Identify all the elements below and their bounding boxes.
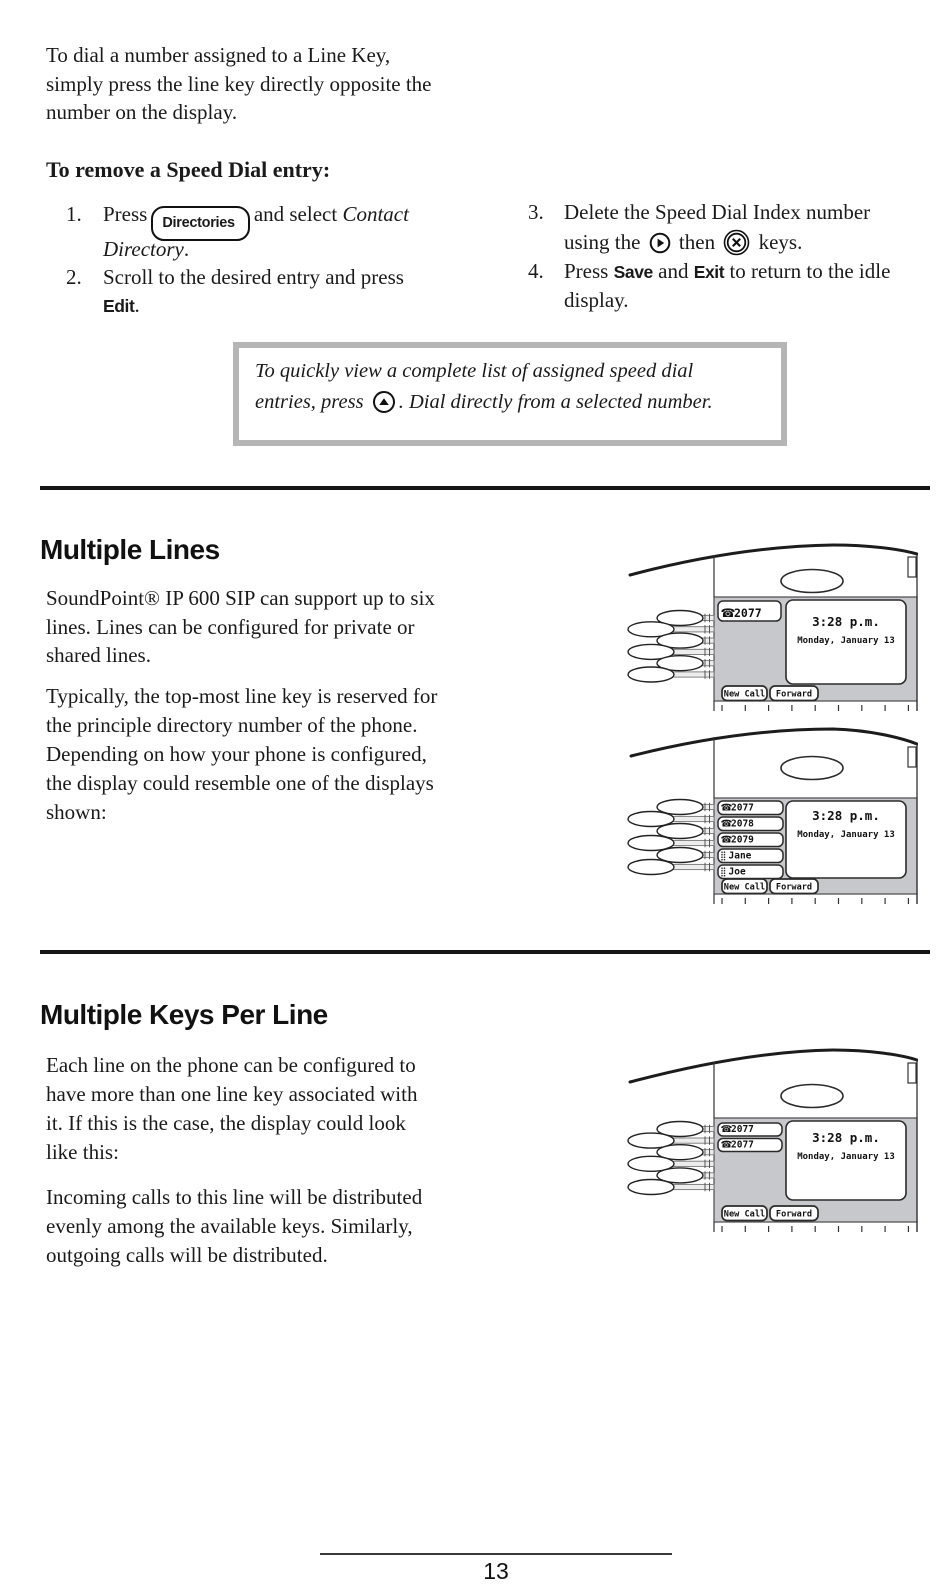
exit-softkey-label: Exit <box>693 262 725 282</box>
note-text: entries, press <box>255 391 364 413</box>
phone-svg <box>618 1040 918 1236</box>
para-line: Incoming calls to this line will be distributed <box>46 1185 423 1209</box>
speaker-oval <box>781 570 843 593</box>
phone-line-icon: ☎ <box>720 606 736 620</box>
intro-line: To dial a number assigned to a Line Key, <box>46 43 391 67</box>
softkey-label: Forward <box>775 882 813 893</box>
buddy-line-icon <box>724 875 726 877</box>
line-key-label: 2077 <box>731 802 754 814</box>
edit-softkey-label: Edit <box>103 296 135 316</box>
para-line: Typically, the top-most line key is reserved for <box>46 684 438 708</box>
line-key-button <box>628 667 674 682</box>
step-text: Delete the Speed Dial Index number <box>564 200 871 224</box>
buddy-line-icon <box>724 867 726 869</box>
display-time: 3:28 p.m. <box>812 614 880 629</box>
buddy-line-icon <box>721 870 723 872</box>
softkey-label: New Call <box>723 882 766 893</box>
up-arrow-key-icon <box>372 390 396 414</box>
phone-side-notch <box>908 557 916 577</box>
step-3-line-1 <box>528 198 870 226</box>
delete-key-icon <box>723 229 750 256</box>
step-2-line-2 <box>103 291 140 320</box>
softkey-label: Forward <box>775 1209 813 1220</box>
step-text-italic: Contact <box>342 202 409 226</box>
phone-side-notch <box>908 1063 916 1083</box>
line-key-label: 2077 <box>731 1139 754 1151</box>
buddy-line-icon <box>724 872 726 874</box>
buddy-line-icon <box>724 870 726 872</box>
phone-side-notch <box>908 747 916 767</box>
para-line: evenly among the available keys. Similarly, <box>46 1214 413 1238</box>
step-number: 3. <box>528 200 544 224</box>
buddy-line-icon <box>721 859 723 861</box>
multiple-lines-heading: Multiple Lines <box>40 534 220 565</box>
buddy-line-icon <box>721 854 723 856</box>
buddy-line-icon <box>724 856 726 858</box>
right-arrow-key-icon <box>649 232 671 254</box>
speaker-oval <box>781 1085 843 1108</box>
line-key-label: Jane <box>728 850 752 862</box>
para-line: shown: <box>46 800 107 824</box>
line-key-button <box>628 1180 674 1195</box>
phone-top-arc <box>630 545 917 575</box>
buddy-line-icon <box>721 851 723 853</box>
step-4-line-1 <box>528 257 890 286</box>
step-3-line-2 <box>564 228 802 256</box>
step-number: 1. <box>66 202 82 226</box>
para-line: it. If this is the case, the display could look <box>46 1111 406 1135</box>
para-line: shared lines. <box>46 643 151 667</box>
section-divider <box>40 950 930 954</box>
line-key-label: 2077 <box>734 606 762 620</box>
para-line: the principle directory number of the phone. <box>46 713 418 737</box>
note-text: . Dial directly from a selected number. <box>398 391 713 413</box>
phone-top-arc <box>631 729 917 756</box>
step-text: Press <box>564 259 609 283</box>
buddy-line-icon <box>721 872 723 874</box>
phone-svg <box>618 535 918 713</box>
step-text: keys. <box>758 230 803 254</box>
note-line-1: To quickly view a complete list of assigned speed dial <box>255 360 694 382</box>
buddy-line-icon <box>724 854 726 856</box>
phone-illustration-multiple-lines <box>618 722 918 913</box>
step-text: then <box>678 230 716 254</box>
phone-line-icon: ☎ <box>720 834 733 846</box>
line-key-button <box>628 860 674 875</box>
intro-line: number on the display. <box>46 100 238 124</box>
speaker-oval <box>781 757 843 780</box>
line-key-label: 2077 <box>731 1124 754 1135</box>
note-box <box>233 342 787 446</box>
softkey-label: New Call <box>723 1209 766 1220</box>
step-4-line-2: display. <box>564 288 629 312</box>
phone-line-icon: ☎ <box>720 818 733 830</box>
step-text: . <box>183 237 190 261</box>
display-time: 3:28 p.m. <box>812 808 880 823</box>
para-line: lines. Lines can be configured for private or <box>46 615 415 639</box>
softkey-label: New Call <box>723 689 766 700</box>
step-number: 4. <box>528 259 544 283</box>
para-line: outgoing calls will be distributed. <box>46 1243 328 1267</box>
section-divider <box>40 486 930 490</box>
step-text: to return to the idle <box>729 259 891 283</box>
display-date: Monday, January 13 <box>797 636 895 646</box>
para-line: the display could resemble one of the displays <box>46 771 434 795</box>
intro-line: simply press the line key directly opposite the <box>46 72 432 96</box>
para-line: Each line on the phone can be configured to <box>46 1053 416 1077</box>
para-line: have more than one line key associated with <box>46 1082 418 1106</box>
step-text: Press <box>103 202 148 226</box>
buddy-line-icon <box>721 856 723 858</box>
step-text: and <box>658 259 689 283</box>
phone-illustration-single-line <box>618 535 918 718</box>
buddy-line-icon <box>721 867 723 869</box>
step-text: Scroll to the desired entry and press <box>103 265 404 289</box>
footer-rule <box>320 1553 672 1555</box>
step-text: using the <box>564 230 641 254</box>
multiple-keys-heading: Multiple Keys Per Line <box>40 999 328 1030</box>
step-text-italic: Directory <box>103 237 184 261</box>
line-key-label: Joe <box>728 866 746 878</box>
para-line: SoundPoint® IP 600 SIP can support up to six <box>46 586 435 610</box>
line-key-label: 2078 <box>731 818 754 830</box>
para-line: Depending on how your phone is configured, <box>46 742 427 766</box>
step-text: . <box>134 293 140 317</box>
line-key-label: 2079 <box>731 834 754 846</box>
buddy-line-icon <box>721 875 723 877</box>
display-time: 3:28 p.m. <box>812 1130 880 1145</box>
step-1-line-2 <box>103 235 189 263</box>
page-number: 13 <box>483 1558 509 1584</box>
buddy-line-icon <box>724 851 726 853</box>
phone-line-icon: ☎ <box>720 802 733 814</box>
note-line-2 <box>255 387 781 418</box>
softkey-label: Forward <box>775 689 813 700</box>
phone-top-arc <box>630 1050 917 1082</box>
step-number: 2. <box>66 265 82 289</box>
display-date: Monday, January 13 <box>797 1152 895 1162</box>
step-text: and select <box>253 202 338 226</box>
step-2-line-1 <box>66 263 404 291</box>
save-softkey-label: Save <box>613 262 653 282</box>
phone-line-icon: ☎ <box>720 1139 733 1151</box>
phone-line-icon: ☎ <box>720 1124 733 1135</box>
phone-illustration-multiple-keys <box>618 1040 918 1241</box>
phone-svg <box>618 722 918 908</box>
remove-entry-heading: To remove a Speed Dial entry: <box>46 157 331 182</box>
display-date: Monday, January 13 <box>797 830 895 840</box>
para-line: like this: <box>46 1140 119 1164</box>
buddy-line-icon <box>724 859 726 861</box>
directories-key: Directories <box>151 206 249 241</box>
